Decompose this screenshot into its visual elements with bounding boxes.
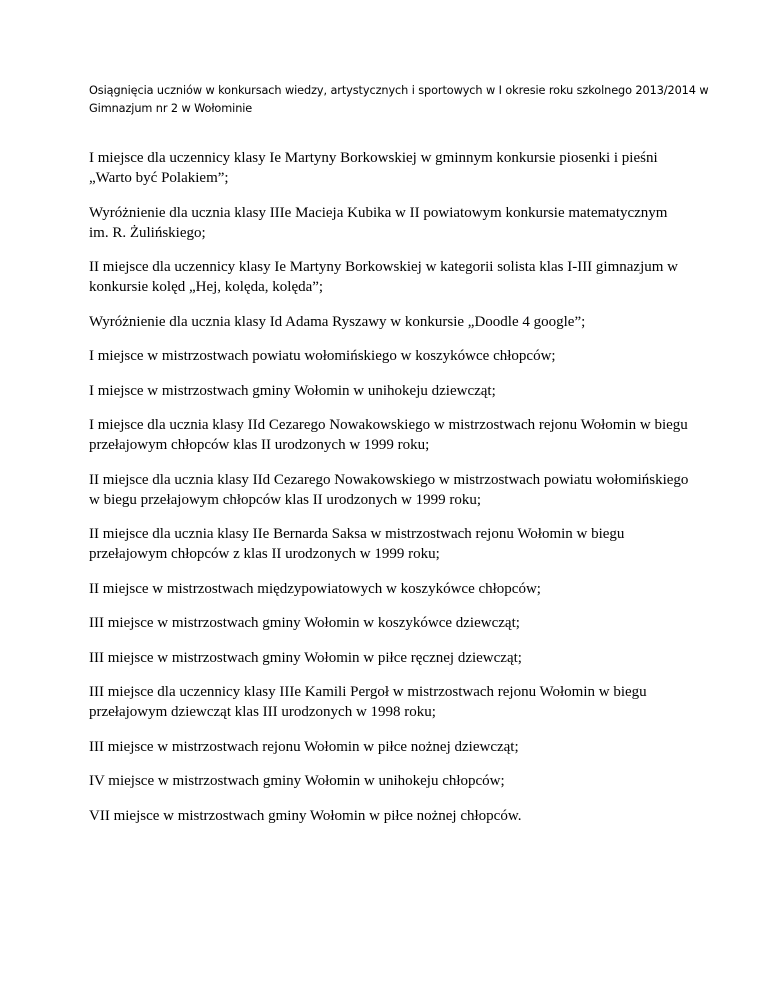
list-item: III miejsce w mistrzostwach gminy Wołomin w koszykówce dziewcząt;	[89, 615, 520, 631]
list-item: III miejsce w mistrzostwach rejonu Wołomin w piłce nożnej dziewcząt;	[89, 738, 519, 755]
list-item: II miejsce dla ucznia klasy IIe Bernarda Saksa w mistrzostwach rejonu Wołomin w biegu przełajowym chłopców z klas II urodzonych w 1999 roku;	[89, 526, 625, 562]
list-item: Wyróżnienie dla ucznia klasy IIIe Macieja Kubika w II powiatowym konkursie matematycznym im. R. Żulińskiego;	[89, 204, 668, 241]
list-item: III miejsce w mistrzostwach gminy Wołomin w piłce ręcznej dziewcząt;	[89, 649, 522, 666]
list-item: I miejsce dla ucznia klasy IId Cezarego Nowakowskiego w mistrzostwach rejonu Wołomin w biegu przełajowym chłopców klas II urodzonych w 1999 roku;	[89, 417, 688, 453]
list-item: I miejsce dla uczennicy klasy Ie Martyny Borkowskiej w gminnym konkursie piosenki i pieśni „Warto być Polakiem”;	[89, 150, 658, 186]
list-item: II miejsce dla ucznia klasy IId Cezarego Nowakowskiego w mistrzostwach powiatu wołomińskiego w biegu przełajowym chłopców klas II urodzonych w 1999 roku;	[89, 471, 689, 508]
document-heading: Osiągnięcia uczniów w konkursach wiedzy, artystycznych i sportowych w I okresie roku szkolnego 2013/2014 w Gimnazjum nr 2 w Wołominie	[89, 84, 709, 115]
list-item: I miejsce w mistrzostwach powiatu wołomińskiego w koszykówce chłopców;	[89, 348, 556, 364]
list-item: IV miejsce w mistrzostwach gminy Wołomin w unihokeju chłopców;	[89, 773, 505, 789]
list-item: VII miejsce w mistrzostwach gminy Wołomin w piłce nożnej chłopców.	[89, 807, 522, 824]
list-item: Wyróżnienie dla ucznia klasy Id Adama Ryszawy w konkursie „Doodle 4 google”;	[89, 313, 586, 330]
list-item: III miejsce dla uczennicy klasy IIIe Kamili Pergoł w mistrzostwach rejonu Wołomin w biegu przełajowym dziewcząt klas III urodzonych w 1998 roku;	[89, 684, 647, 720]
achievements-list	[89, 148, 689, 840]
list-item: II miejsce w mistrzostwach międzypowiatowych w koszykówce chłopców;	[89, 580, 541, 597]
list-item: II miejsce dla uczennicy klasy Ie Martyny Borkowskiej w kategorii solista klas I-III gimnazjum w konkursie kolęd „Hej, kolęda, kolęda”;	[89, 259, 678, 295]
list-item: I miejsce w mistrzostwach gminy Wołomin w unihokeju dziewcząt;	[89, 382, 496, 399]
